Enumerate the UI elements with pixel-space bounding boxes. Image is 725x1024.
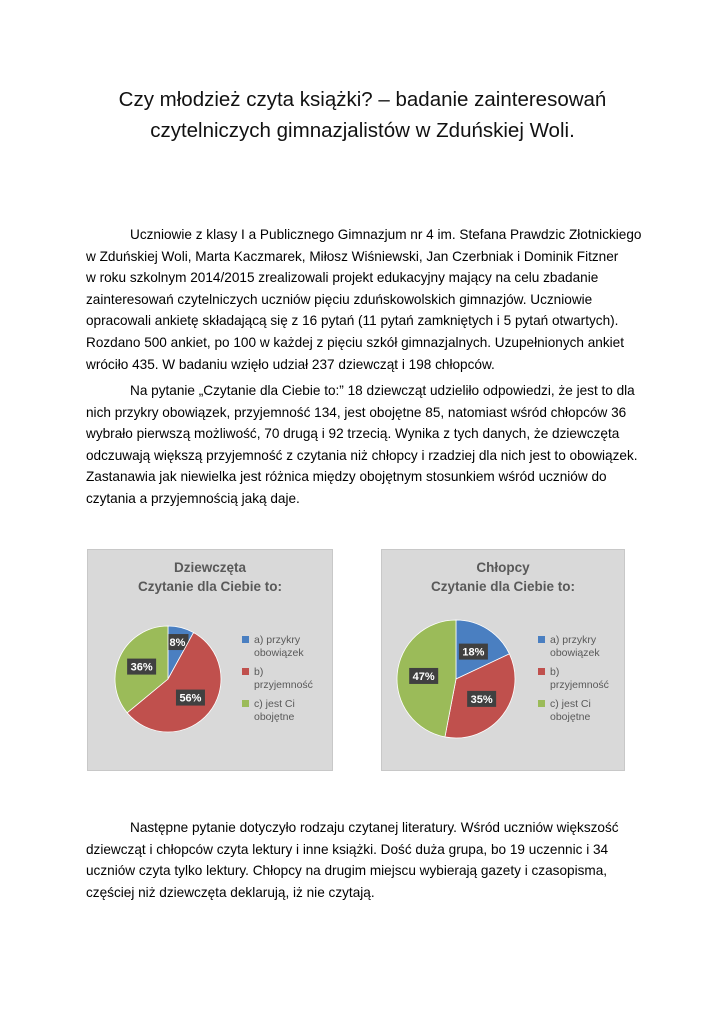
chart-legend bbox=[242, 634, 313, 730]
legend-label: c) jest Ci bbox=[550, 698, 591, 710]
legend-item-a bbox=[538, 634, 609, 660]
document-title bbox=[80, 84, 645, 146]
text-line: nich przykry obowiązek, przyjemność 134, jest obojętne 85, natomiast wśród chłopców 36 bbox=[86, 404, 627, 420]
data-label: 36% bbox=[130, 661, 153, 674]
chart-title-line: Czytanie dla Ciebie to: bbox=[137, 579, 283, 594]
text-line: w roku szkolnym 2014/2015 zrealizowali projekt edukacyjny mający na celu zbadanie bbox=[86, 270, 599, 286]
legend-label: c) jest Ci bbox=[254, 698, 295, 710]
legend-swatch bbox=[242, 636, 249, 643]
data-label: 8% bbox=[169, 637, 186, 650]
text-line: Następne pytanie dotyczyło rodzaju czytanej literatury. Wśród uczniów większość bbox=[130, 820, 619, 835]
legend-swatch bbox=[242, 668, 249, 675]
legend-label: obojętne bbox=[254, 711, 295, 723]
legend-label: b) bbox=[254, 666, 264, 678]
legend-item-a bbox=[242, 634, 313, 660]
text-line: wróciło 435. W badaniu wzięło udział 237 dziewcząt i 198 chłopców. bbox=[86, 356, 495, 372]
legend-item-c bbox=[538, 698, 609, 724]
legend-swatch bbox=[538, 700, 545, 707]
text-line: uczniów czyta tylko lektury. Chłopcy na drugim miejscu wybierają gazety i czasopisma, bbox=[86, 863, 608, 879]
legend-label: obowiązek bbox=[550, 647, 600, 659]
title-line: czytelniczych gimnazjalistów w Zduńskiej Woli. bbox=[150, 119, 575, 142]
legend-label: przyjemność bbox=[254, 679, 313, 691]
paragraph-intro bbox=[86, 224, 641, 375]
text-line: zainteresowań czytelniczych uczniów pięciu zduńskowolskich gimnazjów. Uczniowie bbox=[86, 291, 593, 307]
legend-label: obowiązek bbox=[254, 647, 304, 659]
text-line: Rozdano 500 ankiet, po 100 w każdej z pięciu szkół gimnazjalnych. Uzupełnionych ankiet bbox=[86, 334, 625, 350]
legend-swatch bbox=[538, 636, 545, 643]
legend-label: obojętne bbox=[550, 711, 591, 723]
text-line: czytania a przyjemnością jaką daje. bbox=[86, 490, 300, 506]
data-label: 35% bbox=[470, 693, 493, 706]
chart-boys bbox=[381, 549, 625, 771]
text-line: częściej niż dziewczęta deklarują, iż nie czytają. bbox=[86, 884, 375, 900]
legend-label: przyjemność bbox=[550, 679, 609, 691]
data-label: 47% bbox=[412, 670, 435, 683]
chart-title-line: Dziewczęta bbox=[173, 560, 247, 575]
text-line: Uczniowie z klasy I a Publicznego Gimnazjum nr 4 im. Stefana Prawdzic Złotnickiego bbox=[130, 227, 642, 242]
legend-item-b bbox=[242, 666, 313, 692]
text-line: dziewcząt i chłopców czyta lektury i inne książki. Dość duża grupa, bo 19 uczennic i 34 bbox=[86, 841, 609, 857]
text-line: wybrało pierwszą możliwość, 70 drugą i 92 trzecią. Wynika z tych danych, że dziewczęta bbox=[86, 426, 620, 442]
legend-label: b) bbox=[550, 666, 560, 678]
legend-item-c bbox=[242, 698, 313, 724]
text-line: Na pytanie „Czytanie dla Ciebie to:” 18 dziewcząt udzieliło odpowiedzi, że jest to dla bbox=[130, 383, 635, 398]
text-line: opracowali ankietę składającą się z 16 pytań (11 pytań zamkniętych i 5 pytań otwartych). bbox=[86, 313, 619, 329]
legend-swatch bbox=[242, 700, 249, 707]
text-line: odczuwają większą przyjemność z czytania niż chłopcy i rzadziej dla nich jest to obowiązek. bbox=[86, 447, 638, 463]
legend-item-b bbox=[538, 666, 609, 692]
data-label: 56% bbox=[179, 692, 202, 705]
chart-title-line: Czytanie dla Ciebie to: bbox=[430, 579, 576, 594]
chart-legend bbox=[538, 634, 609, 730]
legend-label: a) przykry bbox=[254, 634, 301, 646]
data-label: 18% bbox=[462, 646, 485, 659]
text-line: w Zduńskiej Woli, Marta Kaczmarek, Miłosz Wiśniewski, Jan Czerbniak i Dominik Fitzner bbox=[86, 248, 619, 264]
text-line: Zastanawia jak niewielka jest różnica między obojętnym stosunkiem wśród uczniów do bbox=[86, 469, 607, 485]
chart-title-line: Chłopcy bbox=[476, 560, 530, 575]
legend-label: a) przykry bbox=[550, 634, 597, 646]
paragraph-results bbox=[86, 380, 641, 510]
chart-girls bbox=[87, 549, 333, 771]
paragraph-literature bbox=[86, 817, 641, 903]
legend-swatch bbox=[538, 668, 545, 675]
title-line: Czy młodzież czyta książki? – badanie zainteresowań bbox=[118, 88, 607, 111]
